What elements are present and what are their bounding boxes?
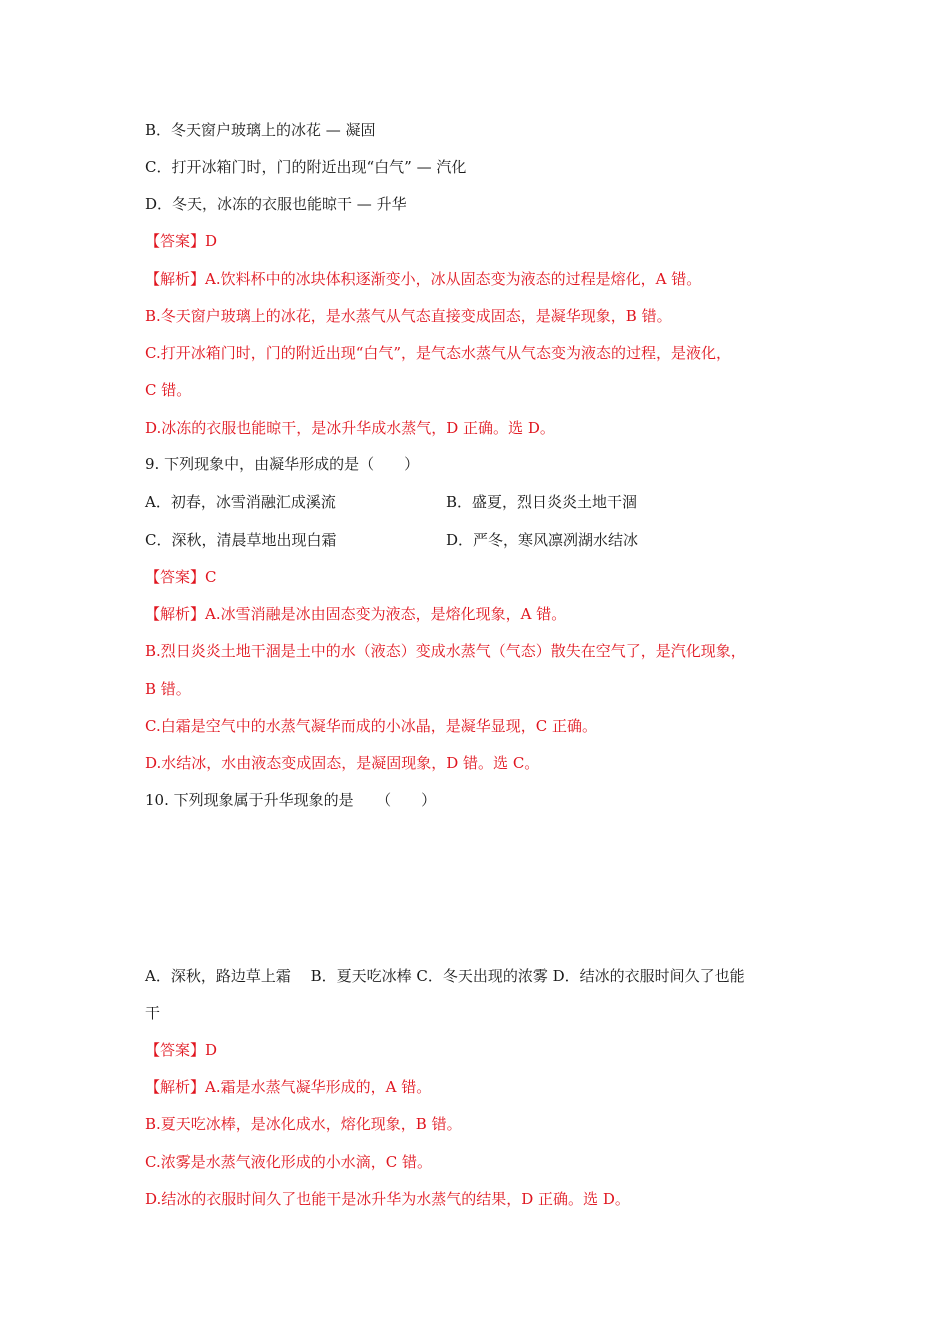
q10-answer bbox=[145, 1040, 217, 1060]
q8-analysis-d: D.冰冻的衣服也能晾干，是冰升华成水蒸气，D 正确。选 D。 bbox=[145, 419, 555, 437]
q8-analysis-a bbox=[145, 269, 701, 289]
q9-analysis-a bbox=[145, 604, 566, 624]
q10-options-line2: 干 bbox=[145, 1004, 161, 1022]
q10-question: 10. 下列现象属于升华现象的是 （ ） bbox=[145, 791, 437, 809]
q9-analysis-c: C.白霜是空气中的水蒸气凝华而成的小冰晶，是凝华显现，C 正确。 bbox=[145, 717, 597, 735]
q10-analysis-b: B.夏天吃冰棒，是冰化成水，熔化现象，B 错。 bbox=[145, 1115, 462, 1133]
q9-option-b: B．盛夏，烈日炎炎土地干涸 bbox=[446, 493, 638, 511]
analysis-text: A.饮料杯中的冰块体积逐渐变小，冰从固态变为液态的过程是熔化，A 错。 bbox=[205, 270, 702, 288]
q8-analysis-c-line2: C 错。 bbox=[145, 381, 192, 399]
q8-analysis-b: B.冬天窗户玻璃上的冰花，是水蒸气从气态直接变成固态，是凝华现象，B 错。 bbox=[145, 307, 672, 325]
q8-option-c: C．打开冰箱门时，门的附近出现“白气” — 汽化 bbox=[145, 158, 467, 176]
answer-value: C bbox=[205, 568, 217, 586]
q9-answer bbox=[145, 567, 217, 587]
answer-tag: 【答案】 bbox=[145, 232, 206, 250]
analysis-text: A.冰雪消融是冰由固态变为液态，是熔化现象，A 错。 bbox=[205, 605, 567, 623]
answer-tag: 【答案】 bbox=[145, 568, 206, 586]
q8-analysis-c-line1: C.打开冰箱门时，门的附近出现“白气”，是气态水蒸气从气态变为液态的过程，是液化， bbox=[145, 344, 732, 362]
q9-analysis-b-line2: B 错。 bbox=[145, 680, 191, 698]
answer-value: D bbox=[205, 1041, 218, 1059]
q9-question: 9. 下列现象中，由凝华形成的是（ ） bbox=[145, 455, 420, 473]
q10-analysis-a bbox=[145, 1077, 431, 1097]
analysis-tag: 【解析】 bbox=[145, 270, 206, 288]
q8-option-b: B．冬天窗户玻璃上的冰花 — 凝固 bbox=[145, 121, 376, 139]
analysis-text: A.霜是水蒸气凝华形成的，A 错。 bbox=[205, 1078, 432, 1096]
q10-options-line1: A．深秋，路边草上霜 B．夏天吃冰棒 C．冬天出现的浓雾 D．结冰的衣服时间久了也能 bbox=[145, 967, 745, 985]
q9-option-c: C．深秋，清晨草地出现白霜 bbox=[145, 531, 337, 549]
q10-analysis-d: D.结冰的衣服时间久了也能干是冰升华为水蒸气的结果，D 正确。选 D。 bbox=[145, 1190, 630, 1208]
q9-analysis-d: D.水结冰，水由液态变成固态，是凝固现象，D 错。选 C。 bbox=[145, 754, 540, 772]
analysis-tag: 【解析】 bbox=[145, 605, 206, 623]
q9-option-a: A．初春，冰雪消融汇成溪流 bbox=[145, 493, 336, 511]
q8-answer bbox=[145, 231, 217, 251]
answer-value: D bbox=[205, 232, 218, 250]
analysis-tag: 【解析】 bbox=[145, 1078, 206, 1096]
q8-option-d: D．冬天，冰冻的衣服也能晾干 — 升华 bbox=[145, 195, 407, 213]
q9-option-d: D．严冬，寒风凛冽湖水结冰 bbox=[446, 531, 639, 549]
answer-tag: 【答案】 bbox=[145, 1041, 206, 1059]
q9-analysis-b-line1: B.烈日炎炎土地干涸是土中的水（液态）变成水蒸气（气态）散失在空气了，是汽化现象， bbox=[145, 642, 746, 660]
q10-analysis-c: C.浓雾是水蒸气液化形成的小水滴，C 错。 bbox=[145, 1153, 432, 1171]
